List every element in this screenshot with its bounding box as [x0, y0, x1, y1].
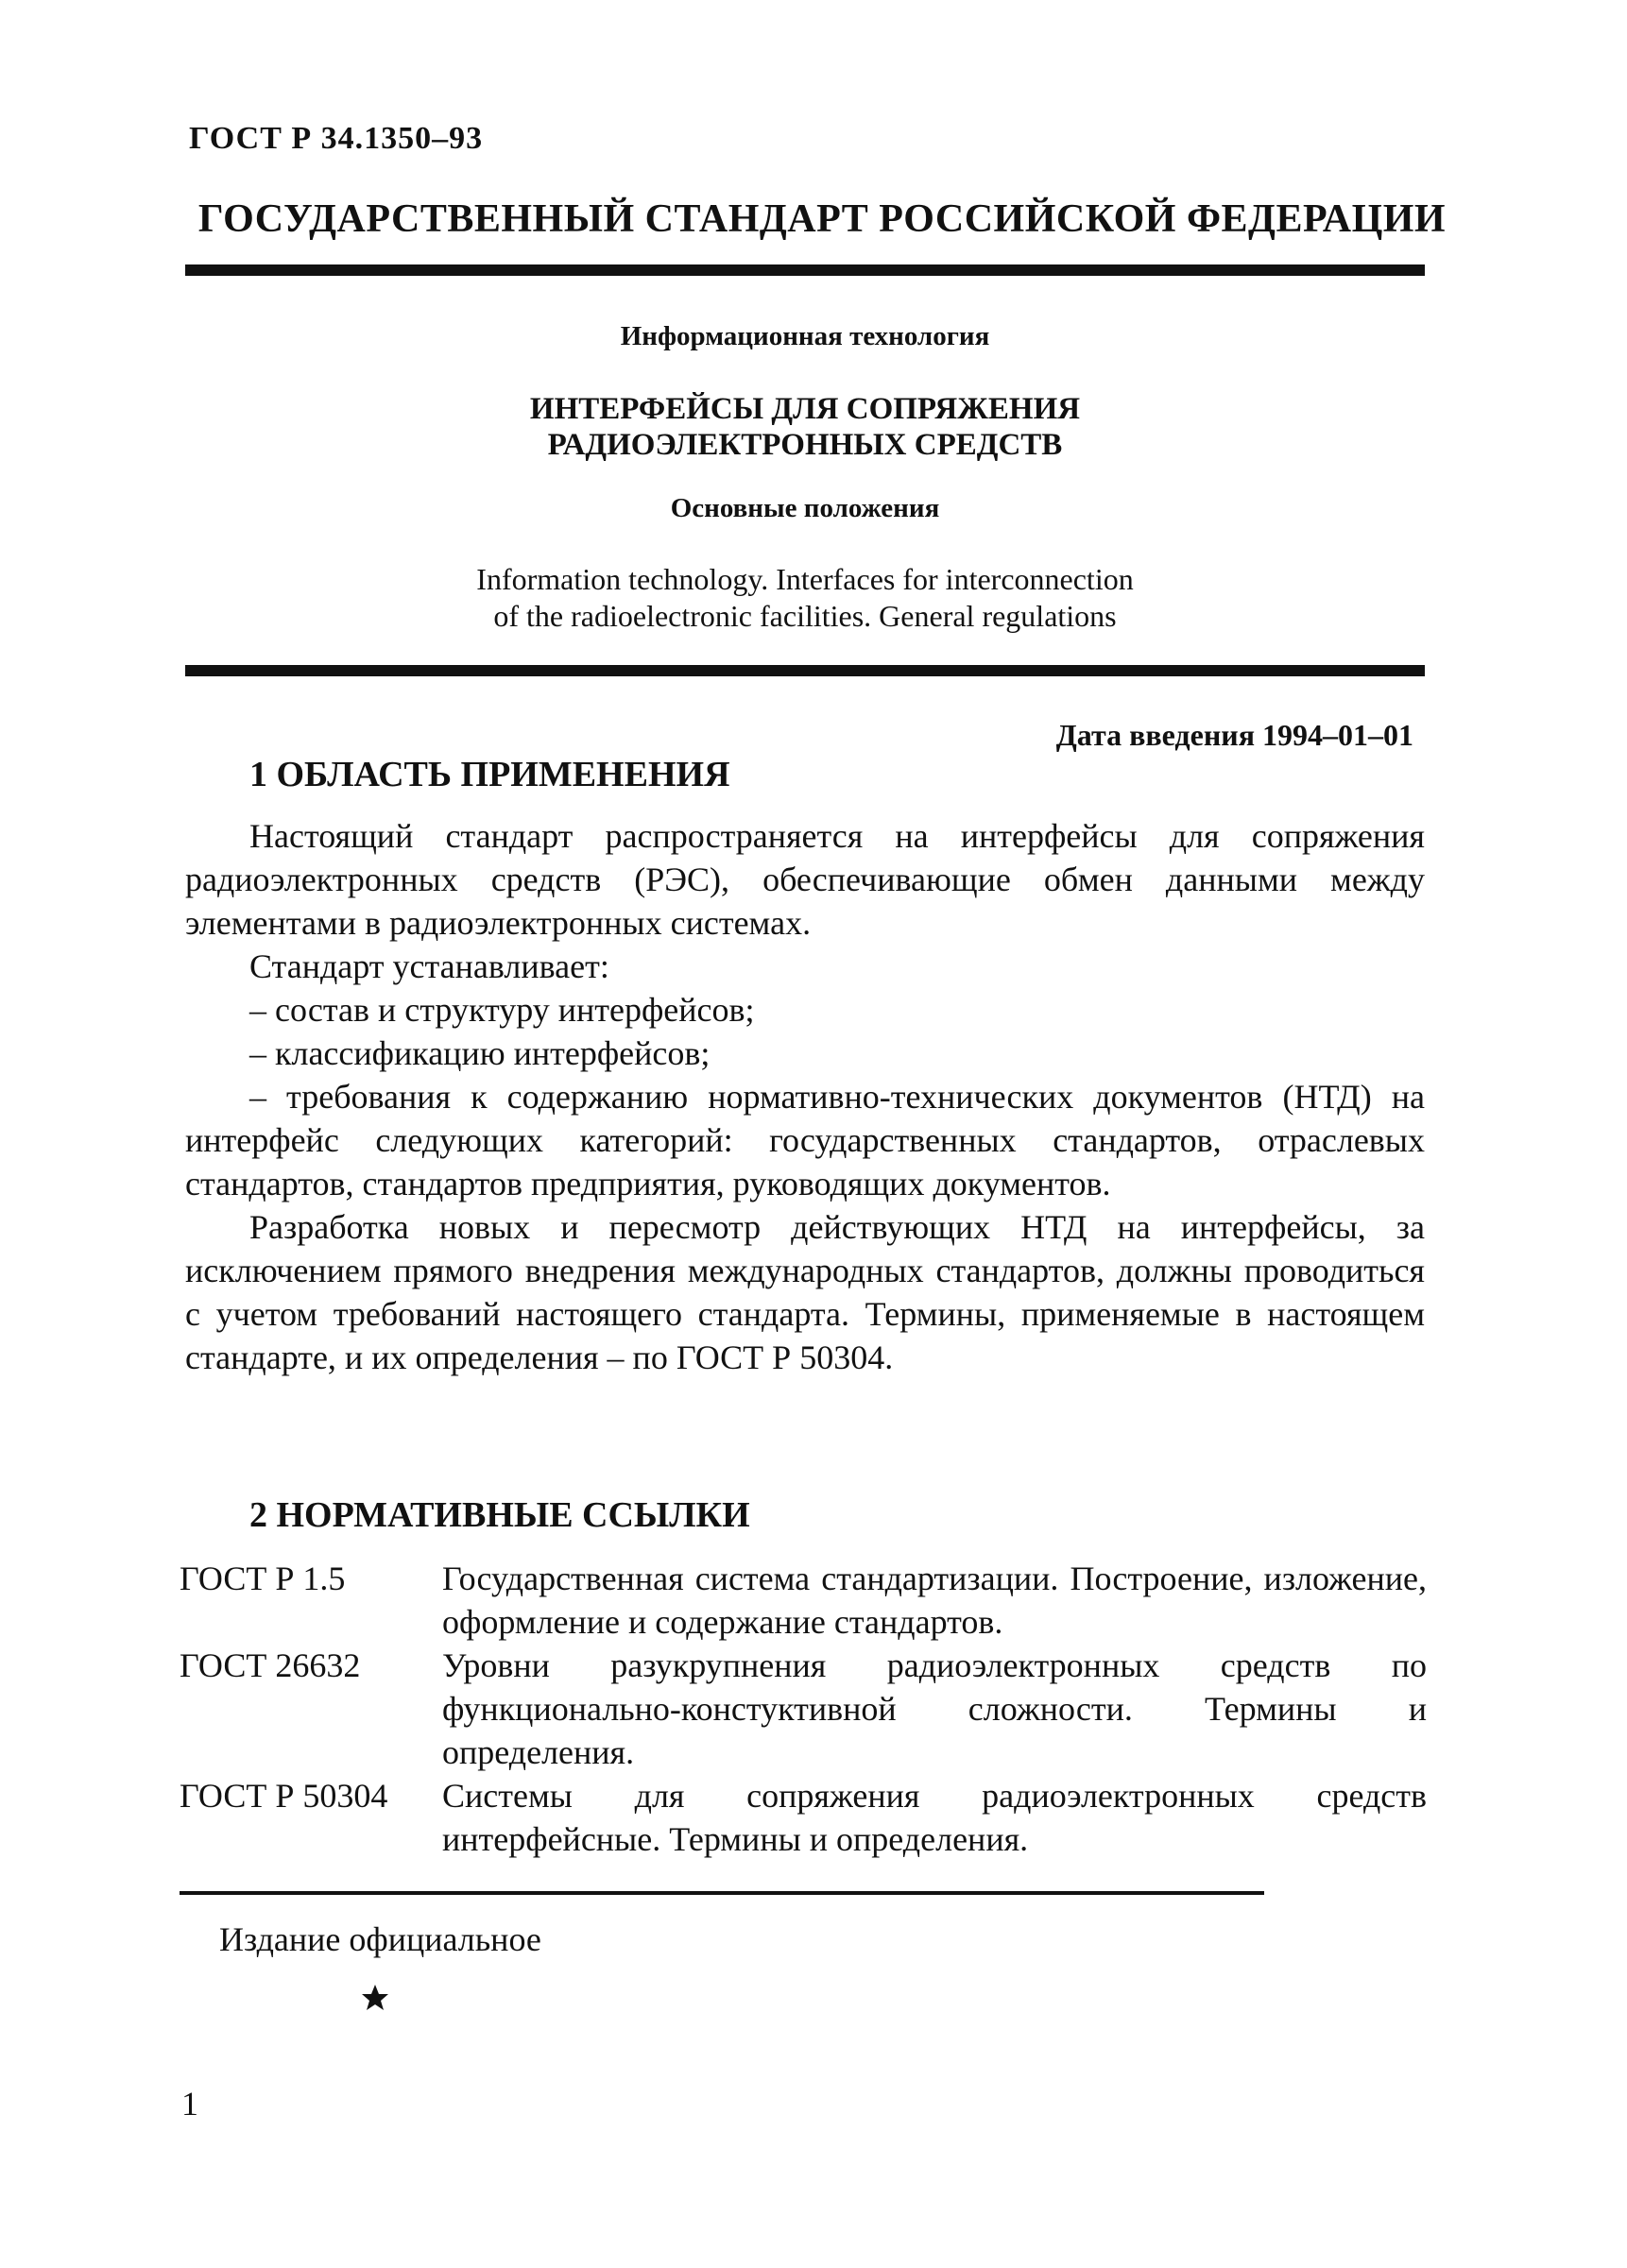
- list-item: – состав и структуру интерфейсов;: [249, 991, 755, 1029]
- reference-title: Государственная система стандартизации. Построение, изложение, оформление и содержание стандартов.: [442, 1560, 1427, 1641]
- page-number: 1: [181, 2085, 198, 2123]
- reference-title: Уровни разукрупнения радиоэлектронных средств по функционально-констуктивной сложности. Термины и определения.: [442, 1646, 1427, 1771]
- english-title-line-1: Information technology. Interfaces for interconnection: [476, 562, 1134, 596]
- normative-references: [180, 1557, 1427, 1861]
- star-icon: [361, 1984, 389, 2012]
- standard-title-line-2: РАДИОЭЛЕКТРОННЫХ СРЕДСТВ: [547, 428, 1063, 462]
- standard-subtitle: Основные положения: [670, 493, 940, 523]
- section-1-paragraph: Разработка новых и пересмотр действующих НТД на интерфейсы, за исключением прямого внедрения международных стандартов, должны проводиться с учетом требований настоящего стандарта. Термины, применяемые в настоящем стандарте, и их определения – по ГОСТ Р 50304.: [185, 1208, 1425, 1376]
- section-2-heading: 2 НОРМАТИВНЫЕ ССЫЛКИ: [249, 1495, 750, 1535]
- standard-title-line-1: ИНТЕРФЕЙСЫ ДЛЯ СОПРЯЖЕНИЯ: [529, 392, 1081, 426]
- footnote-divider: [180, 1891, 1264, 1895]
- document-number: ГОСТ Р 34.1350–93: [189, 121, 484, 156]
- reference-code: ГОСТ Р 1.5: [180, 1560, 346, 1597]
- reference-row: [180, 1557, 1427, 1644]
- reference-title: Системы для сопряжения радиоэлектронных средств интерфейсные. Термины и определения.: [442, 1777, 1427, 1858]
- state-standard-title: ГОСУДАРСТВЕННЫЙ СТАНДАРТ РОССИЙСКОЙ ФЕДЕРАЦИИ: [197, 197, 1447, 241]
- title-divider: [185, 665, 1425, 676]
- english-title: [185, 561, 1425, 635]
- list-item: – классификацию интерфейсов;: [249, 1034, 711, 1072]
- subject-heading: Информационная технология: [620, 321, 990, 351]
- reference-code: ГОСТ 26632: [180, 1646, 361, 1684]
- edition-note: Издание официальное: [219, 1920, 541, 1958]
- reference-row: [180, 1774, 1427, 1861]
- top-divider: [185, 264, 1425, 276]
- standard-title: [185, 391, 1425, 463]
- section-1-paragraph: Стандарт устанавливает:: [249, 947, 609, 985]
- list-item: – требования к содержанию нормативно-технических документов (НТД) на интерфейс следующих категорий: государственных стандартов, отраслевых стандартов, стандартов предприятия, руководящих документов.: [185, 1078, 1425, 1202]
- english-title-line-2: of the radioelectronic facilities. General regulations: [493, 599, 1117, 633]
- section-1-body: [185, 814, 1425, 1379]
- introduction-date: Дата введения 1994–01–01: [1055, 718, 1413, 752]
- reference-row: [180, 1644, 1427, 1774]
- reference-code: ГОСТ Р 50304: [180, 1777, 388, 1815]
- section-1-heading: 1 ОБЛАСТЬ ПРИМЕНЕНИЯ: [249, 755, 730, 794]
- section-1-paragraph: Настоящий стандарт распространяется на интерфейсы для сопряжения радиоэлектронных средств (РЭС), обеспечивающие обмен данными между элементами в радиоэлектронных системах.: [185, 817, 1425, 942]
